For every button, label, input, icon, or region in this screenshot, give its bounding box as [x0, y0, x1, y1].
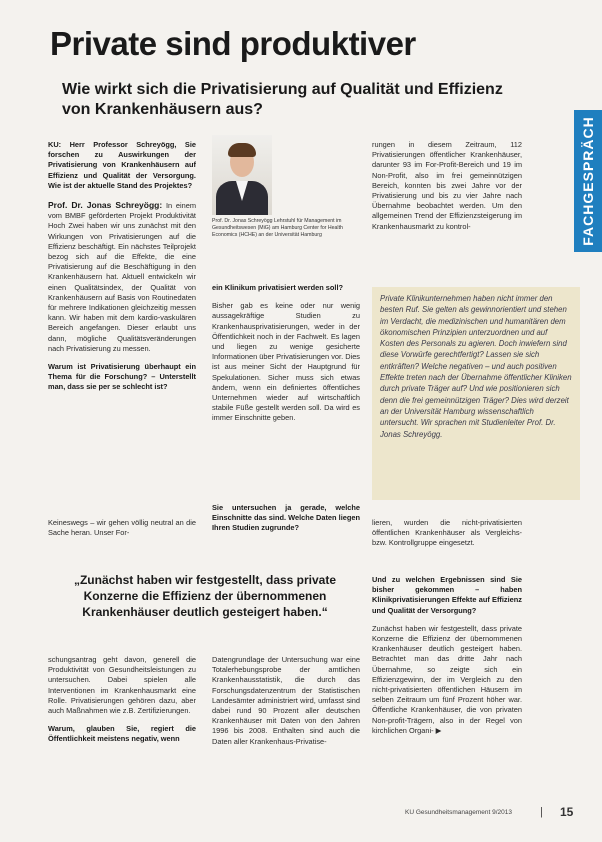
page-number: 15 — [560, 805, 574, 819]
photo-caption: Prof. Dr. Jonas Schreyögg Lehrstuhl für Management im Gesundheitswesen (MiG) am Hamburg Center for Health Economics (HCHE) an der Universität Hamburg — [212, 218, 343, 238]
article-subhead: Wie wirkt sich die Privatisierung auf Qualität und Effizienz von Krankenhäusern aus? — [62, 81, 503, 118]
answer-2-continued: schungsantrag geht davon, generell die Produktivität von Gesundheitsleistungen zu untersuchen. Dabei spielen alle Interventionen im Krankenhausmarkt eine Rolle. Privatisierungen gehören dazu, aber auch Maßnahmen wie z.B. Zertifizierungen. — [48, 655, 196, 716]
column-1-top — [48, 140, 196, 393]
answer-4-continued: rungen in diesem Zeitraum, 112 Privatisierungen öffentlicher Krankenhäuser, darunter 93 im For-Profit-Bereich und 19 im Non-Profit, also im frei gemeinnützigen Bereich, konnten bis zwei Jahre vor der Privatisierung und bis zu vier Jahre nach Übernahme beobachtet werden. Um den allgemeinen Trend der Effizienzsteigerung im Krankenhausmarkt zu kontrol- — [372, 140, 522, 231]
answer-3: Bisher gab es keine oder nur wenig aussagekräftige Studien zu Krankenhausprivatisierungen, weder in der Öffentlichkeit noch in der Fachwelt. Es lagen und liegen zu wenige gesicherte Informationen über Privatisierungen vor. Dies ist aus meiner Sicht der Hauptgrund für Spekulationen. Sicher muss sich etwas ändern, wenn ein definiertes öffentliches Unternehmen wieder auf wirtschaftlich stabile Füße gestellt werden soll. Da wird es immer Einschnitte geben. — [212, 301, 360, 423]
question-3-continued: ein Klinikum privatisiert werden soll? — [212, 283, 344, 292]
question-1: Herr Professor Schreyögg, Sie forschen zu Auswirkungen der Privatisierung von Krankenhäusern auf Effizienz und Qualität der Versorgung. Wie ist der aktuelle Stand des Projektes? — [48, 140, 196, 190]
question-5: Und zu welchen Ergebnissen sind Sie bisher gekommen – haben Klinikprivatisierungen Effekte auf Effizienz und Qualität der Versorgung? — [372, 575, 522, 615]
column-2-top — [212, 283, 360, 424]
footer-source: KU Gesundheitsmanagement 9/2013 — [405, 809, 512, 816]
answer-4: Datengrundlage der Untersuchung war eine Totalerhebungsprobe der amtlichen Krankenhausstatistik, die durch das Forschungsdatenzentrum der Statistischen Landesämter administriert wird, umfasst sind dabei rund 90 Prozent aller deutschen Krankenhäuser mit Daten von den Jahren 1996 bis 2008. Enthalten sind auch die Daten aller Krankenhaus-Privatise- — [212, 655, 360, 746]
author-photo — [212, 135, 272, 215]
column-3-bottom — [372, 575, 522, 736]
section-tab-label: FACHGESPRÄCH — [580, 116, 596, 246]
interviewer-label: KU: — [48, 140, 62, 149]
pull-quote: „Zunächst haben wir festgestellt, dass private Konzerne die Effizienz der übernommenen Krankenhäuser deutlich gesteigert haben.“ — [73, 573, 337, 619]
question-3: Warum, glauben Sie, regiert die Öffentlichkeit meistens negativ, wenn — [48, 724, 196, 744]
footer-separator: | — [540, 806, 543, 818]
answer-1: In einem vom BMBF geförderten Projekt Produktivität Hoch Zwei haben wir uns zunächst mit den Wirkungen von Privatisierungen auf die Effizienz beschäftigt. Ein nächstes Teilprojekt bezog sich auf die Effekte, die eine Privatisierung auf die Beschäftigung in den Krankenhäusern hat. Aktuell entwickeln wir einen Qualitätsindex, der Qualität von Krankenhäusern auf Basis von Routinedaten für mehrere Indikationen gleichzeitig messen kann. Wir haben mit dem kardio-vaskulären Bereich angefangen. Dieser erlaubt uns dann, mögliche Qualitätsveränderungen nach Privatisierung zu messen. — [48, 201, 196, 353]
interviewee-label: Prof. Dr. Jonas Schreyögg: — [48, 200, 163, 211]
column-1-answer-2 — [48, 518, 196, 538]
answer-5: Zunächst haben wir festgestellt, dass private Konzerne die Effizienz der übernommenen Krankenhäuser deutlich gesteigert haben. Betrachtet man das dritte Jahr nach Übernahme, so zeigte sich ein Effizienzgewinn, der im Vergleich zu den nicht-privatisierten öffentlichen Häusern im selben Zeitraum um fünf Prozent höher war. Öffentliche Krankenhäuser, die von privaten Non-profit-Trägern, also in der Regel von kirchlichen Organi- ▶ — [372, 623, 522, 735]
question-2: Warum ist Privatisierung überhaupt ein Thema für die Forschung? – Unterstellt man, dass sie per se schlecht ist? — [48, 362, 196, 392]
question-4: Sie untersuchen ja gerade, welche Einschnitte das sind. Welche Daten liegen Ihren Studien zugrunde? — [212, 503, 360, 533]
article-headline: Private sind produktiver — [50, 25, 416, 62]
answer-4-end: lieren, wurden die nicht-privatisierten öffentlichen Krankenhäuser als Vergleichs- bzw. Kontrollgruppe eingesetzt. — [372, 518, 522, 548]
column-3-top — [372, 140, 522, 232]
column-2-question-4 — [212, 503, 360, 534]
column-1-bottom — [48, 655, 196, 745]
intro-highlight-box — [372, 287, 580, 500]
column-3-middle — [372, 518, 522, 549]
column-2-bottom — [212, 655, 360, 747]
section-tab — [574, 110, 602, 252]
answer-2: Keineswegs – wir gehen völlig neutral an die Sache heran. Unser For- — [48, 518, 196, 538]
intro-text: Private Klinikunternehmen haben nicht immer den besten Ruf. Sie gelten als gewinnorientiert und stehen im Verdacht, die medizinischen und humanitären dem ökonomischen Prinzipien unterzuordnen und auf Kosten des Personals zu agieren. Doch inwiefern sind diese Vorwürfe gerechtfertigt? Lassen sie sich entkräften? Welche negativen – und auch positiven Effekte treten nach der Übernahme öffentlicher Kliniken durch private Träger auf? Und wie positionieren sich denn die frei gemeinnützigen Träger? Dies wird derzeit an der Universität Hamburg wissenschaftlich untersucht. Wir sprachen mit Studienleiter Prof. Dr. Jonas Schreyögg. — [380, 294, 572, 439]
